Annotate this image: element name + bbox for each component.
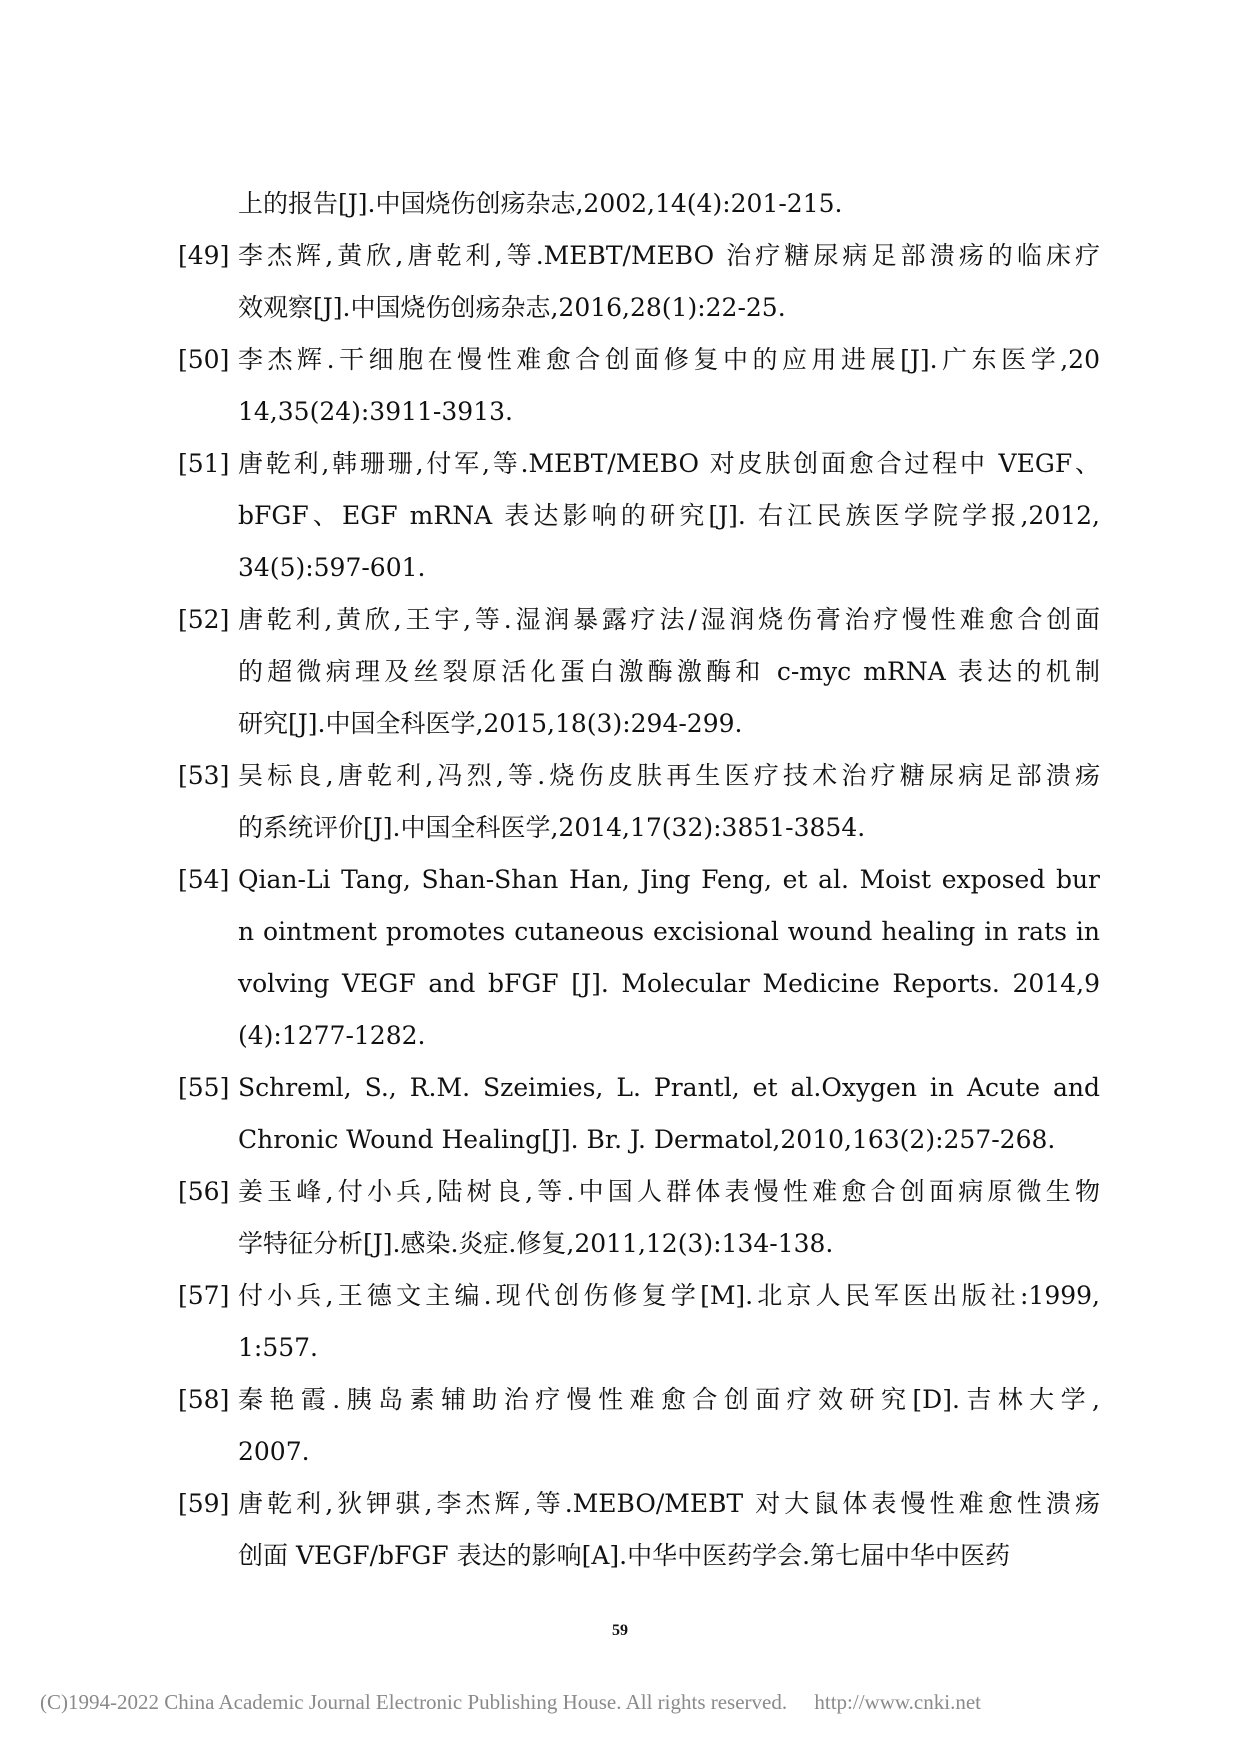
page-number: 59 [612,1622,628,1639]
reference-number: [54] [178,865,230,894]
reference-entry [178,230,1100,334]
reference-entry [178,1374,1100,1478]
reference-line: 的超微病理及丝裂原活化蛋白激酶激酶和 c-myc mRNA 表达的机制 [238,657,1100,686]
reference-entry [178,750,1100,854]
reference-line: 1:557. [238,1333,318,1362]
copyright-text: (C)1994-2022 China Academic Journal Electronic Publishing House. All rights reserved. [40,1690,788,1714]
reference-entry [178,1478,1100,1582]
reference-line: 唐乾利,韩珊珊,付军,等.MEBT/MEBO 对皮肤创面愈合过程中 VEGF、 [238,449,1100,478]
reference-number: [52] [178,605,230,634]
reference-line: 姜玉峰,付小兵,陆树良,等.中国人群体表慢性难愈合创面病原微生物 [238,1177,1100,1206]
reference-line: 2007. [238,1437,310,1466]
reference-line: 唐乾利,狄钾骐,李杰辉,等.MEBO/MEBT 对大鼠体表慢性难愈性溃疡 [238,1489,1100,1518]
reference-number: [58] [178,1385,230,1414]
reference-entries [178,230,1100,1582]
reference-line: 效观察[J].中国烧伤创疡杂志,2016,28(1):22-25. [238,293,786,322]
reference-number: [55] [178,1073,230,1102]
reference-number: [56] [178,1177,230,1206]
site-url[interactable]: http://www.cnki.net [814,1690,981,1714]
reference-line: Qian-Li Tang, Shan-Shan Han, Jing Feng, et al. Moist exposed bur [238,865,1100,894]
reference-line: 学特征分析[J].感染.炎症.修复,2011,12(3):134-138. [238,1229,834,1258]
reference-line: bFGF、EGF mRNA 表达影响的研究[J]. 右江民族医学院学报,2012, [238,501,1100,530]
reference-line: 研究[J].中国全科医学,2015,18(3):294-299. [238,709,743,738]
reference-entry [178,438,1100,594]
reference-line: n ointment promotes cutaneous excisional wound healing in rats in [238,917,1100,946]
reference-line: volving VEGF and bFGF [J]. Molecular Medicine Reports. 2014,9 [238,969,1100,998]
reference-line: Chronic Wound Healing[J]. Br. J. Dermatol,2010,163(2):257-268. [238,1125,1056,1154]
reference-entry [178,1062,1100,1166]
reference-line: Schreml, S., R.M. Szeimies, L. Prantl, et al.Oxygen in Acute and [238,1073,1100,1102]
reference-list [178,178,1100,1582]
reference-entry [178,854,1100,1062]
reference-line: 14,35(24):3911-3913. [238,397,513,426]
reference-number: [59] [178,1489,230,1518]
reference-line: 李杰辉.干细胞在慢性难愈合创面修复中的应用进展[J].广东医学,20 [238,345,1100,374]
reference-line: 的系统评价[J].中国全科医学,2014,17(32):3851-3854. [238,813,866,842]
reference-line: 创面 VEGF/bFGF 表达的影响[A].中华中医药学会.第七届中华中医药 [238,1541,1011,1570]
reference-number: [53] [178,761,230,790]
reference-line: 李杰辉,黄欣,唐乾利,等.MEBT/MEBO 治疗糖尿病足部溃疡的临床疗 [238,241,1100,270]
reference-line: 秦艳霞.胰岛素辅助治疗慢性难愈合创面疗效研究[D].吉林大学, [238,1385,1100,1414]
reference-entry [178,1166,1100,1270]
reference-number: [50] [178,345,230,374]
reference-number: [57] [178,1281,230,1310]
reference-line: 唐乾利,黄欣,王宇,等.湿润暴露疗法/湿润烧伤膏治疗慢性难愈合创面 [238,605,1100,634]
reference-entry [178,1270,1100,1374]
reference-entry [178,334,1100,438]
reference-number: [51] [178,449,230,478]
reference-line: 34(5):597-601. [238,553,426,582]
reference-continuation: 上的报告[J].中国烧伤创疡杂志,2002,14(4):201-215. [238,189,843,218]
reference-entry [178,594,1100,750]
reference-line: (4):1277-1282. [238,1021,426,1050]
copyright-footer [40,1690,981,1715]
reference-number: [49] [178,241,230,270]
reference-line: 吴标良,唐乾利,冯烈,等.烧伤皮肤再生医疗技术治疗糖尿病足部溃疡 [238,761,1100,790]
reference-line: 付小兵,王德文主编.现代创伤修复学[M].北京人民军医出版社:1999, [238,1281,1100,1310]
